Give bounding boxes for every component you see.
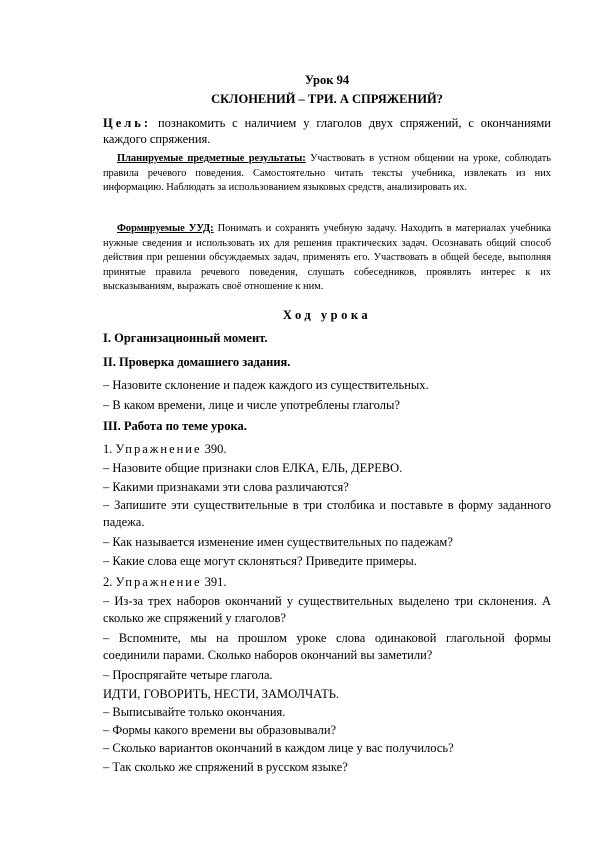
exercise-390-line-2: – Какими признаками эти слова различаются? — [103, 480, 349, 494]
uud-text: Понимать и сохранять учебную задачу. Находить в материалах учебника нужные сведения и использовать их для решения практических задач. Осознавать общий способ действия при решении обсуждаемых задач, применять его. Участвовать в общей беседе, выполняя принятые правила речевого поведения, слушать собеседников, проявлять интерес к их высказываниям, выражать своё отношение к ним. — [103, 223, 551, 293]
exercise-390-line-4: – Как называется изменение имен существительных по падежам? — [103, 535, 453, 549]
exercise-391-line-4: ИДТИ, ГОВОРИТЬ, НЕСТИ, ЗАМОЛЧАТЬ. — [103, 687, 340, 701]
planned-results — [103, 152, 551, 196]
exercise-391-line-5: – Выписывайте только окончания. — [103, 705, 286, 719]
lesson-subtitle: СКЛОНЕНИЙ – ТРИ. А СПРЯЖЕНИЙ? — [211, 92, 443, 106]
exercise-391-line-7: – Сколько вариантов окончаний в каждом лице у вас получилось? — [103, 741, 454, 755]
exercise-391-heading — [103, 574, 551, 591]
exercise-390-line-3: – Запишите эти существительные в три столбика и поставьте в форму заданного падежа. — [103, 498, 551, 529]
exercise-390-line-5: – Какие слова еще могут склоняться? Приведите примеры. — [103, 554, 417, 568]
goal-label: Цель: — [103, 116, 152, 130]
planned-results-label: Планируемые предметные результаты: — [117, 153, 306, 164]
exercise-390-value: 390. — [201, 442, 227, 456]
planned-results-text: Участвовать в устном общении на уроке, соблюдать правила речевого поведения. Самостоятельно читать тексты учебника, извлекать из них информацию. Наблюдать за использованием языковых средств, анализировать их. — [103, 153, 551, 194]
exercise-391-line-6: – Формы какого времени вы образовывали? — [103, 723, 337, 737]
exercise-391-line-8: – Так сколько же спряжений в русском языке? — [103, 760, 348, 774]
exercise-391-line-3: – Проспрягайте четыре глагола. — [103, 668, 273, 682]
homework-line-2: – В каком времени, лице и числе употреблены глаголы? — [103, 398, 400, 412]
section-organizational: I. Организационный момент. — [103, 331, 268, 345]
section-homework-check: II. Проверка домашнего задания. — [103, 355, 291, 369]
exercise-391-label: Упражнение — [115, 575, 202, 589]
exercise-391-line-1: – Из-за трех наборов окончаний у существительных выделено три склонения. А сколько же спряжений у глаголов? — [103, 594, 551, 625]
lesson-title: Урок 94 — [304, 73, 350, 87]
exercise-390-line-1: – Назовите общие признаки слов ЕЛКА, ЕЛЬ, ДЕРЕВО. — [103, 461, 403, 475]
exercise-390-heading — [103, 441, 551, 458]
exercise-391-value: 391. — [201, 575, 227, 589]
exercise-391-line-2: – Вспомните, мы на прошлом уроке слова одинаковой глагольной формы соединили парами. Сколько наборов окончаний вы заметили? — [103, 631, 551, 662]
exercise-391-number: 2. — [103, 575, 113, 589]
exercise-390-number: 1. — [103, 442, 113, 456]
homework-line-1: – Назовите склонение и падеж каждого из существительных. — [103, 378, 429, 392]
lesson-goal — [103, 115, 551, 147]
uud-label: Формируемые УУД: — [117, 223, 214, 234]
course-heading: Ход урока — [282, 308, 372, 322]
exercise-390-label: Упражнение — [115, 442, 202, 456]
section-topic-work: III. Работа по теме урока. — [103, 419, 247, 433]
uud-paragraph — [103, 222, 551, 295]
goal-text: познакомить с наличием у глаголов двух спряжений, с окончаниями каждого спряжения. — [103, 116, 551, 146]
